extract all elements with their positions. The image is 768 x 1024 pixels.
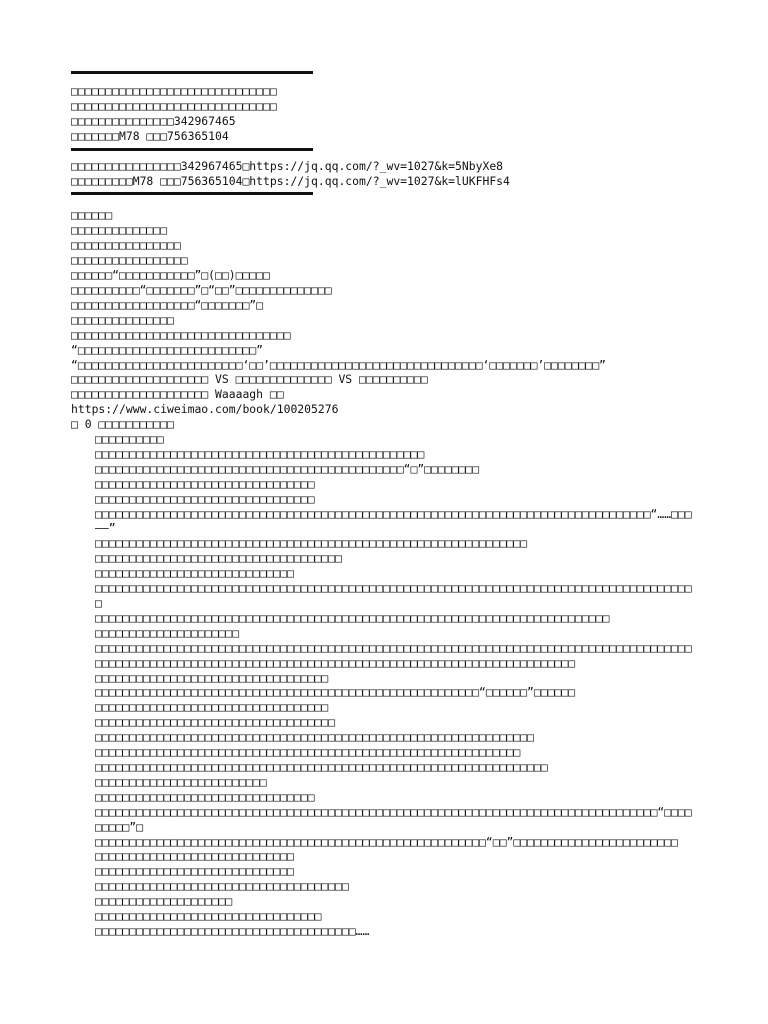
- intro-line: “□□□□□□□□□□□□□□□□□□□□□□□□‘□□’□□□□□□□□□□□□□□□□□□□□□□□□□□□□□□□‘□□□□□□□’□□□□□□□□”: [71, 357, 606, 372]
- horizontal-rule: [71, 192, 313, 195]
- horizontal-rule: [71, 148, 313, 151]
- body-paragraph: □□□□□□□□□□□□□□□□□□□□□□□□□□□□□□□□: [95, 789, 315, 804]
- body-paragraph: □□□□□□□□□□□□□□□□□□□□□□□□□□□□□: [95, 849, 294, 864]
- horizontal-rule: [71, 71, 313, 74]
- group-link-line[interactable]: □□□□□□□□□□□□□□□□342967465□https://jq.qq.com/?_wv=1027&k=5NbyXe8: [71, 158, 504, 173]
- intro-line: □□□□□□“□□□□□□□□□□□”□(□□)□□□□□: [71, 268, 270, 283]
- body-paragraph: □□□□□□□□□□□□□□□□□□□□□□□□□□□□□□□□□□□: [95, 715, 336, 730]
- intro-line: “□□□□□□□□□□□□□□□□□□□□□□□□□□”: [71, 342, 264, 357]
- group-link-line[interactable]: □□□□□□□□□M78 □□□756365104□https://jq.qq.com/?_wv=1027&k=lUKFHFs4: [71, 173, 510, 188]
- group-info-line: □□□□□□□M78 □□□756365104: [71, 128, 229, 143]
- intro-line: □□□□□□□□□□□□□□□□□□□□□□□□□□□□□□□□: [71, 327, 291, 342]
- intro-line: □□□□□□□□□□□□□□□□: [71, 238, 181, 253]
- body-paragraph: □□□□□□□□□□□□□□□□□□□□□□□□□□□□□□□□□□□□□□□□□□□□□□□□□□□□□□□□□□□□□□□: [95, 536, 528, 551]
- body-paragraph: □□□□□□□□□□□□□□□□□□□□□□□□□□□□□: [95, 566, 294, 581]
- body-paragraph: □□□□□□□□□□□□□□□□□□□□□□□□□□□□□□□□□□□□□□□□□□□□□□□□□□□□□□□□□□□□□□□□□□□□□□: [95, 655, 576, 670]
- chapter-body: [71, 432, 696, 939]
- intro-line: □□□□□□□□□□□□□□□□□□□□ Waaaagh □□: [71, 387, 284, 402]
- body-paragraph: □□□□□□□□□□□□□□□□□□□□□□□□□□□□□: [95, 864, 294, 879]
- body-paragraph: □□□□□□□□□□□□□□□□□□□□□□□□□□□□□□□□□□□□: [95, 551, 342, 566]
- intro-line: □□□□□□□□□□□□□□□□□: [71, 253, 188, 268]
- body-paragraph: □□□□□□□□□□□□□□□□□□□□□□□□□: [95, 774, 267, 789]
- body-paragraph: □□□□□□□□□□□□□□□□□□□□□□□□□□□□□□□□□□: [95, 670, 329, 685]
- body-paragraph: □□□□□□□□□□□□□□□□□□□□□□□□□□□□□□□□□□□□□□□□□□□□□□□□□□□□□□□□“□□□□□□”□□□□□□: [95, 685, 576, 700]
- intro-line: □□□□□□□□□□□□□□□□□□□□ VS □□□□□□□□□□□□□□ VS □□□□□□□□□□: [71, 372, 428, 387]
- body-paragraph: □□□□□□□□□□□□□□□□□□□□□□□□□□□□□□□□: [95, 491, 315, 506]
- intro-line: □□□□□□□□□□□□□□: [71, 223, 168, 238]
- body-paragraph: □□□□□□□□□□□□□□□□□□□□□□□□□□□□□□□□□□□□□□□□□□□□□□□□□□□□□□□□□□□□□□□□□□□□□□□□□□□□□□□□□□“□□□□□□□□□”□: [95, 804, 692, 834]
- body-paragraph: □□□□□□□□□□: [95, 432, 164, 447]
- intro-line: □□□□□□□□□□“□□□□□□□”□“□□”□□□□□□□□□□□□□□: [71, 282, 332, 297]
- intro-line: □□□□□□□□□□□□□□□: [71, 312, 174, 327]
- body-paragraph: □□□□□□□□□□□□□□□□□□□□□: [95, 625, 240, 640]
- book-link[interactable]: https://www.ciweimao.com/book/100205276: [71, 402, 339, 417]
- body-paragraph: □□□□□□□□□□□□□□□□□□□□□□□□□□□□□□□□□□□□□□□□□□□□□□□□□□□□□□□□□□□□□□: [95, 745, 521, 760]
- body-paragraph: □□□□□□□□□□□□□□□□□□□□□□□□□□□□□□□□□□□□□□□□□□□□□□□□□□□□□□□□□□□□□□□□□□□□□□□□□□□: [95, 610, 610, 625]
- body-paragraph: □□□□□□□□□□□□□□□□□□□□□□□□□□□□□□□□□□□□□: [95, 879, 349, 894]
- chapter-heading: □ 0 □□□□□□□□□□□: [71, 417, 174, 432]
- body-paragraph: □□□□□□□□□□□□□□□□□□□□□□□□□□□□□□□□: [95, 476, 315, 491]
- intro-line: □□□□□□: [71, 208, 113, 223]
- body-paragraph: □□□□□□□□□□□□□□□□□□□□□□□□□□□□□□□□□□□□□□□□□□□□□□□□□□□□□□□□□□□□□□□□□□□□□□□□□□□□□□□□□□□□□□□: [95, 640, 692, 655]
- body-paragraph: □□□□□□□□□□□□□□□□□□□□: [95, 894, 233, 909]
- document-page: [71, 71, 696, 939]
- body-paragraph: □□□□□□□□□□□□□□□□□□□□□□□□□□□□□□□□□□□□□□□□□□□□□“□”□□□□□□□□: [95, 461, 480, 476]
- body-paragraph: □□□□□□□□□□□□□□□□□□□□□□□□□□□□□□□□□□: [95, 700, 329, 715]
- group-info-line: □□□□□□□□□□□□□□□□□□□□□□□□□□□□□□: [71, 98, 277, 113]
- group-info-block: [71, 84, 696, 144]
- body-paragraph: □□□□□□□□□□□□□□□□□□□□□□□□□□□□□□□□□□□□□□□□□□□□□□□□□□□□□□□□□□□□□□□□□□: [95, 759, 548, 774]
- body-paragraph: □□□□□□□□□□□□□□□□□□□□□□□□□□□□□□□□□□□□□□□□□□□□□□□□□□□□□□□□□□□□□□□□: [95, 730, 534, 745]
- body-paragraph: □□□□□□□□□□□□□□□□□□□□□□□□□□□□□□□□□□□□□□□□□□□□□□□□□□□□□□□□□□□□□□□□□□□□□□□□□□□□□□□□□“……□□□——”: [95, 506, 692, 536]
- body-paragraph: □□□□□□□□□□□□□□□□□□□□□□□□□□□□□□□□□□□□□□□□□□□□□□□□□□□□□□□□□“□□”□□□□□□□□□□□□□□□□□□□□□□□□: [95, 834, 678, 849]
- group-info-line: □□□□□□□□□□□□□□□□□□□□□□□□□□□□□□: [71, 84, 277, 98]
- group-info-line: □□□□□□□□□□□□□□□342967465: [71, 113, 236, 128]
- body-paragraph: □□□□□□□□□□□□□□□□□□□□□□□□□□□□□□□□□: [95, 909, 322, 924]
- body-paragraph: □□□□□□□□□□□□□□□□□□□□□□□□□□□□□□□□□□□□□□□□□□□□□□□□□□□□□□□□□□□□□□□□□□□□□□□□□□□□□□□□□□□□□□□□: [95, 581, 692, 610]
- intro-line: □□□□□□□□□□□□□□□□□□“□□□□□□□”□: [71, 297, 264, 312]
- intro-block: [71, 208, 696, 432]
- body-paragraph: □□□□□□□□□□□□□□□□□□□□□□□□□□□□□□□□□□□□□□……: [95, 923, 370, 938]
- group-links-block: [71, 159, 696, 189]
- body-paragraph: □□□□□□□□□□□□□□□□□□□□□□□□□□□□□□□□□□□□□□□□□□□□□□□□: [95, 446, 425, 461]
